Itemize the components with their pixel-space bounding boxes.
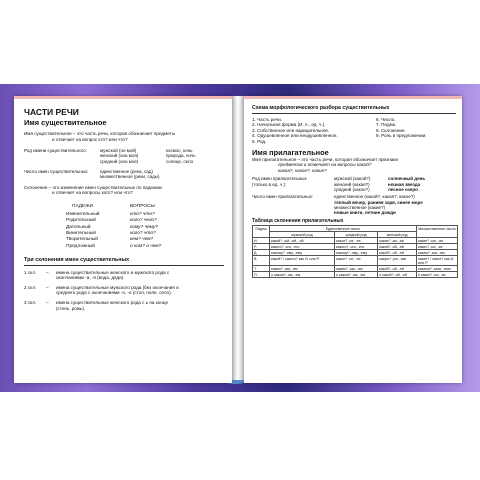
adj-number-item: единственное (какой?, какая?, какое?) [334, 194, 415, 200]
table-cell: какими? -ыми, -ими [417, 266, 458, 272]
table-cell: какого? -ого, -его [334, 244, 377, 250]
adj-number-label: Число имен прилагательных: [252, 194, 314, 200]
definition-line: и отвечает на вопрос кто? или что? [52, 136, 128, 142]
adj-gender-example: лесное озеро [388, 186, 418, 192]
definition-line: предметов и отвечает на вопросы какой? [278, 162, 372, 168]
adj-gender-label: (только в ед. ч.): [252, 181, 287, 187]
declension-text: имена существительные мужского рода (без окончания и [56, 284, 179, 290]
scheme-step: 9. Роль в предложении. [376, 133, 427, 139]
gender-block [24, 148, 224, 164]
scheme-step: 5. Род. [252, 138, 267, 144]
table-row [253, 272, 458, 278]
scheme-step: 8. Склонение. [376, 127, 406, 133]
table-cell: Р. [253, 244, 270, 250]
declension-item: 1 скл. – имена существительные женского и мужского рода с окончаниями -а, -я (вода, дядя). [24, 269, 170, 281]
table-cell: о каких? -ых, -их [417, 272, 458, 278]
scheme-step: 2. Начальная форма (И. п., ед. ч.). [252, 122, 326, 128]
left-page [14, 96, 232, 383]
questions-header: ВОПРОСЫ [130, 203, 155, 209]
case-name: Дательный [66, 224, 91, 230]
adj-gender-block [252, 176, 456, 192]
case-question: кого? чего? [130, 218, 157, 224]
table-cell: Т. [253, 266, 270, 272]
table-header: мужской род [270, 232, 335, 238]
gender-type: женский (она моя) [100, 153, 139, 159]
adj-number-example: новые книги, летние дожди [334, 210, 396, 216]
declension-text: окончаниями -а, -я (вода, дядя). [56, 275, 125, 281]
page-title: ЧАСТИ РЕЧИ [24, 107, 79, 117]
scheme-step: 1. Часть речи. [252, 116, 282, 122]
right-page [244, 96, 462, 383]
table-cell: о каком? -ом, -ем [334, 272, 377, 278]
definition-line: какая?, какое?, какие? [278, 167, 327, 173]
number-label: Число имен существительных: [24, 169, 89, 175]
case-question: кому? чему? [130, 224, 158, 230]
declension-number: 1 скл. [24, 269, 37, 275]
case-question: о ком? о чем? [130, 243, 162, 249]
adjective-declension-table [252, 225, 458, 278]
gender-examples: солнце, село [166, 158, 194, 164]
case-question: кого? что? [130, 231, 156, 237]
adj-gender-example: ночная звезда [388, 181, 421, 187]
declension-item: 3 скл. – имена существительные женского рода с ь на конце (степь, рожь). [24, 299, 169, 311]
scheme-step: 4. Одушевленное или неодушевленное. [252, 133, 338, 139]
table-header: Множественное число [417, 226, 458, 238]
declensions-title: Три склонения имен существительных [24, 258, 224, 266]
table-cell: каким? -ым, -им [334, 266, 377, 272]
table-cell: какого? -ого, -его [270, 244, 335, 250]
adj-gender-example: солнечный день [388, 176, 426, 182]
table-cell: каким? -ым, -им [270, 266, 335, 272]
declensions-list [24, 270, 224, 312]
table-cell: какой? -ый, -ий, -ой [270, 238, 335, 244]
definition-line: Имя прилагательное – это часть речи, которая обозначает признаки [252, 156, 398, 162]
case-name: Родительный [66, 218, 96, 224]
adj-gender-label: Род имен прилагательных [252, 176, 307, 182]
case-question: кто? что? [130, 212, 155, 218]
table-header: Единственное число [270, 226, 417, 232]
case-question: кем? чем? [130, 237, 154, 243]
declension-definition: и отвечает на вопросы кого? или что? [52, 190, 133, 196]
case-name: Винительный [66, 231, 96, 237]
cases-table [66, 204, 224, 250]
table-cell: какой? -ой, -ей [378, 266, 417, 272]
gender-type: мужской (он мой) [100, 148, 137, 154]
scheme-step: 7. Падеж. [376, 122, 397, 128]
number-block [24, 169, 224, 180]
table-header: женский род [378, 232, 417, 238]
section-title: Имя прилагательное [252, 147, 329, 157]
declension-number: 2 скл. [24, 284, 37, 290]
cases-header: ПАДЕЖИ [72, 203, 94, 209]
adj-number-item: множественное (какие?) [334, 204, 385, 210]
table-cell: какому? -ому, -ему [334, 250, 377, 256]
scheme-step: 3. Собственное или нарицательное. [252, 127, 330, 133]
gender-type: средний (оно мое) [100, 158, 139, 164]
declension-item: 2 скл. – имена существительные мужского рода (без окончания и среднего рода с окончаниями -о, -е (стол, поле, село). [24, 284, 179, 296]
table-cell: какие? -ые, -ие [417, 238, 458, 244]
case-name: Именительный [66, 212, 100, 218]
scheme-title: Схема морфологического разбора существительных [252, 106, 456, 114]
table-cell: какая? -ая, -яя [378, 238, 417, 244]
declension-text: имена существительные женского рода с ь на конце [56, 299, 169, 305]
gender-examples: природа, ночь [166, 153, 196, 159]
adj-gender-question: средний (какое?) [334, 186, 370, 192]
declension-text: имена существительные женского и мужского рода с [56, 269, 170, 275]
table-cell: какой? -ой, -ей [378, 250, 417, 256]
scheme-step: 6. Число. [376, 116, 396, 122]
declension-text: (степь, рожь). [56, 305, 86, 311]
table-cell: какому? -ому, -ему [270, 250, 335, 256]
declension-text: среднего рода с окончаниями -о, -е (стол, поле, село). [56, 290, 172, 296]
table-cell: какие? / каких? как И. или Р. [417, 256, 458, 266]
table-header: средний род [334, 232, 377, 238]
number-item: множественное (реки, сады) [100, 174, 160, 180]
table-cell: Д. [253, 250, 270, 256]
table-cell: каких? -ых, -их [417, 244, 458, 250]
table-cell: какой? / какого? как И. или Р. [270, 256, 335, 266]
table-cell: какое? -ое, -ее [334, 238, 377, 244]
adj-number-example: теплый вечер, ранняя заря, синее море [334, 199, 423, 205]
table-cell: каким? -ым, -им [417, 250, 458, 256]
declension-definition: Склонение – это изменение имен существительных по падежам [24, 184, 162, 190]
table-cell: И. [253, 238, 270, 244]
section-title: Имя существительное [24, 118, 107, 127]
adj-number-block [252, 194, 456, 215]
table-cell: о каком? -ом, -ем [270, 272, 335, 278]
table-cell: какую? -ую, -юю [378, 256, 417, 266]
table-cell: какое? -ое, -ее [334, 256, 377, 266]
book-spine [232, 96, 244, 380]
declension-number: 3 скл. [24, 299, 37, 305]
case-name: Предложный [66, 243, 95, 249]
adj-gender-question: женский (какая?) [334, 181, 370, 187]
scheme-list [252, 117, 456, 145]
table-title: Таблица склонения прилагательных [252, 218, 344, 225]
gender-label: Род имени существительного: [24, 148, 87, 154]
case-name: Творительный [66, 237, 98, 243]
table-cell: В. [253, 256, 270, 266]
table-cell: П. [253, 272, 270, 278]
number-item: единственное (река, сад) [100, 169, 153, 175]
gender-examples: космос, конь [166, 148, 193, 154]
definition-line: Имя существительное – это часть речи, которая обозначает предметы [24, 131, 176, 136]
table-cell: о какой? -ой, -ей [378, 272, 417, 278]
adj-gender-question: мужской (какой?) [334, 176, 371, 182]
table-row [253, 256, 458, 266]
table-header: Падеж [253, 226, 270, 238]
table-cell: какой? -ой, -ей [378, 244, 417, 250]
